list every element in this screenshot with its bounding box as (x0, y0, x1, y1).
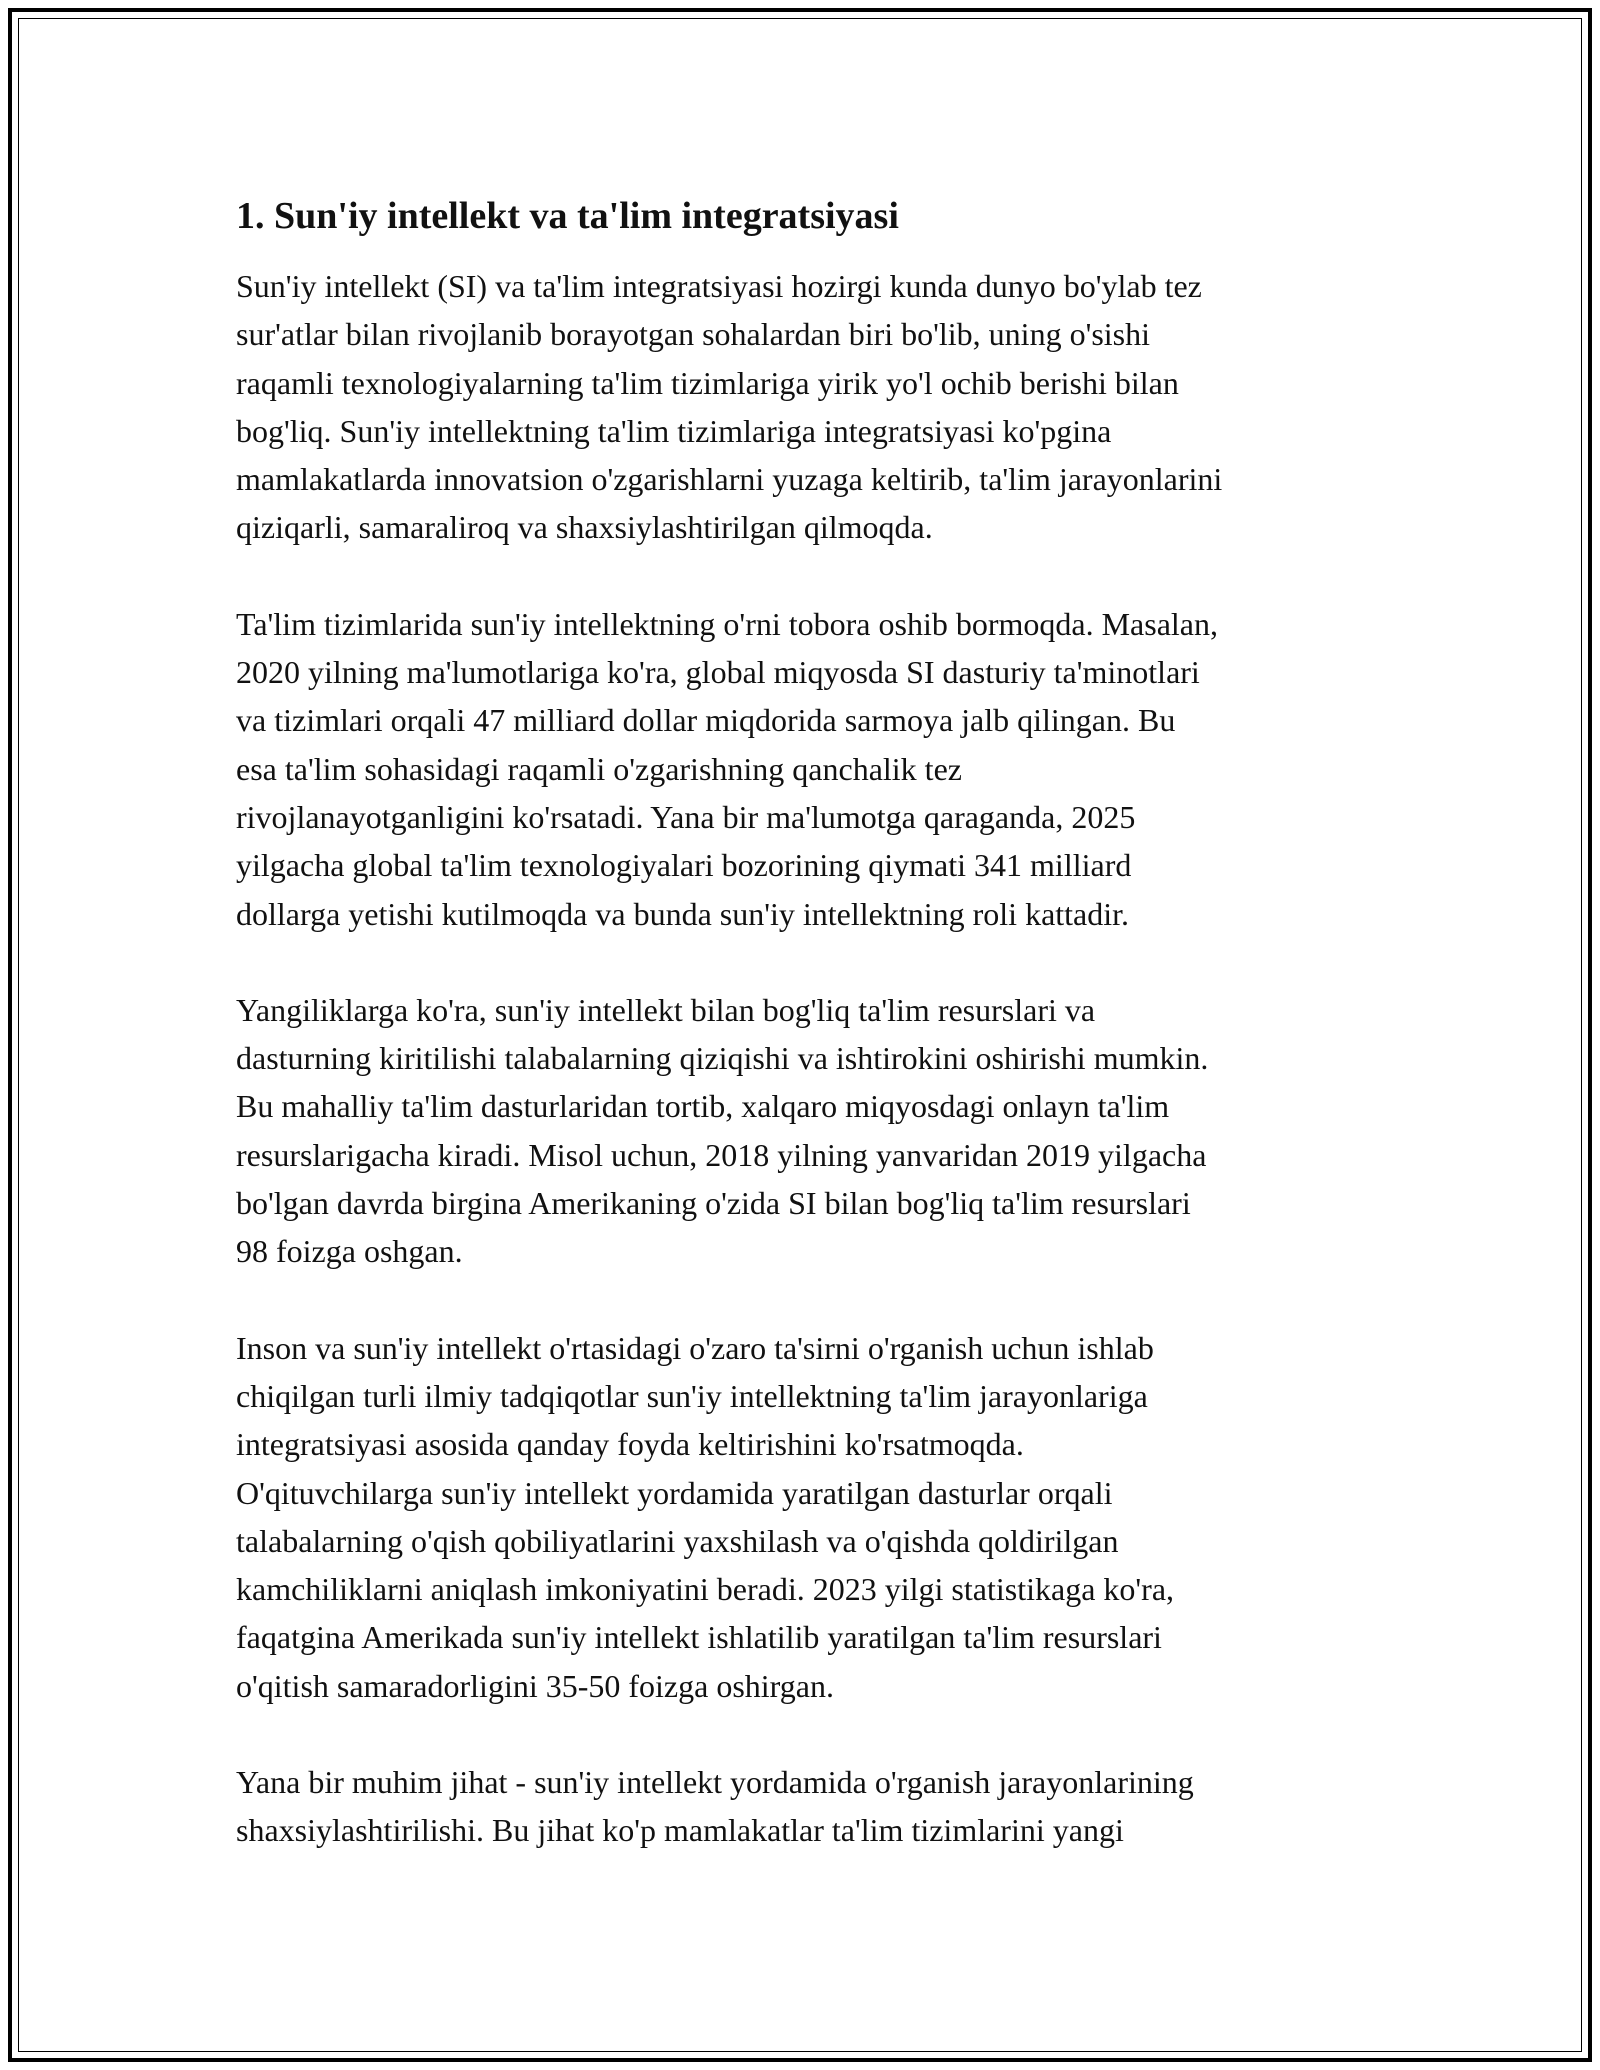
paragraph-5: Yana bir muhim jihat - sun'iy intellekt yordamida o'rganish jarayonlarining shaxsiylashtirilishi. Bu jihat ko'p mamlakatlar ta'lim tizimlarini yangi (236, 1764, 1194, 1849)
section-title: 1. Sun'iy intellekt va ta'lim integratsiyasi (236, 195, 899, 237)
paragraph-4: Inson va sun'iy intellekt o'rtasidagi o'zaro ta'sirni o'rganish uchun ishlab chiqilgan turli ilmiy tadqiqotlar sun'iy intellektning ta'lim jarayonlariga integratsiyasi asosida qanday foyda keltirishini ko'rsatmoqda. O'qituvchilarga sun'iy intellekt yordamida yaratilgan dasturlar orqali talabalarning o'qish qobiliyatlarini yaxshilash va o'qishda qoldirilgan kamchiliklarni aniqlash imkoniyatini beradi. 2023 yilgi statistikaga ko'ra, faqatgina Amerikada sun'iy intellekt ishlatilib yaratilgan ta'lim resurslari o'qitish samaradorligini 35-50 foizga oshirgan. (236, 1329, 1175, 1704)
document-body (236, 188, 1384, 1855)
paragraph-1: Sun'iy intellekt (SI) va ta'lim integratsiyasi hozirgi kunda dunyo bo'ylab tez sur'atlar bilan rivojlanib borayotgan sohalardan biri bo'lib, uning o'sishi raqamli texnologiyalarning ta'lim tizimlariga yirik yo'l ochib berishi bilan bog'liq. Sun'iy intellektning ta'lim tizimlariga integratsiyasi ko'pgina mamlakatlarda innovatsion o'zgarishlarni yuzaga keltirib, ta'lim jarayonlarini qiziqarli, samaraliroq va shaxsiylashtirilgan qilmoqda. (236, 268, 1223, 546)
paragraph-3: Yangiliklarga ko'ra, sun'iy intellekt bilan bog'liq ta'lim resurslari va dasturning kiritilishi talabalarning qiziqishi va ishtirokini oshirishi mumkin. Bu mahalliy ta'lim dasturlaridan tortib, xalqaro miqyosdagi onlayn ta'lim resurslarigacha kiradi. Misol uchun, 2018 yilning yanvaridan 2019 yilgacha bo'lgan davrda birgina Amerikaning o'zida SI bilan bog'liq ta'lim resurslari 98 foizga oshgan. (236, 991, 1209, 1270)
paragraph-2: Ta'lim tizimlarida sun'iy intellektning o'rni tobora oshib bormoqda. Masalan, 2020 yilning ma'lumotlariga ko'ra, global miqyosda SI dasturiy ta'minotlari va tizimlari orqali 47 milliard dollar miqdorida sarmoya jalb qilingan. Bu esa ta'lim sohasidagi raqamli o'zgarishning qanchalik tez rivojlanayotganligini ko'rsatadi. Yana bir ma'lumotga qaraganda, 2025 yilgacha global ta'lim texnologiyalari bozorining qiymati 341 milliard dollarga yetishi kutilmoqda va bunda sun'iy intellektning roli kattadir. (236, 605, 1218, 932)
